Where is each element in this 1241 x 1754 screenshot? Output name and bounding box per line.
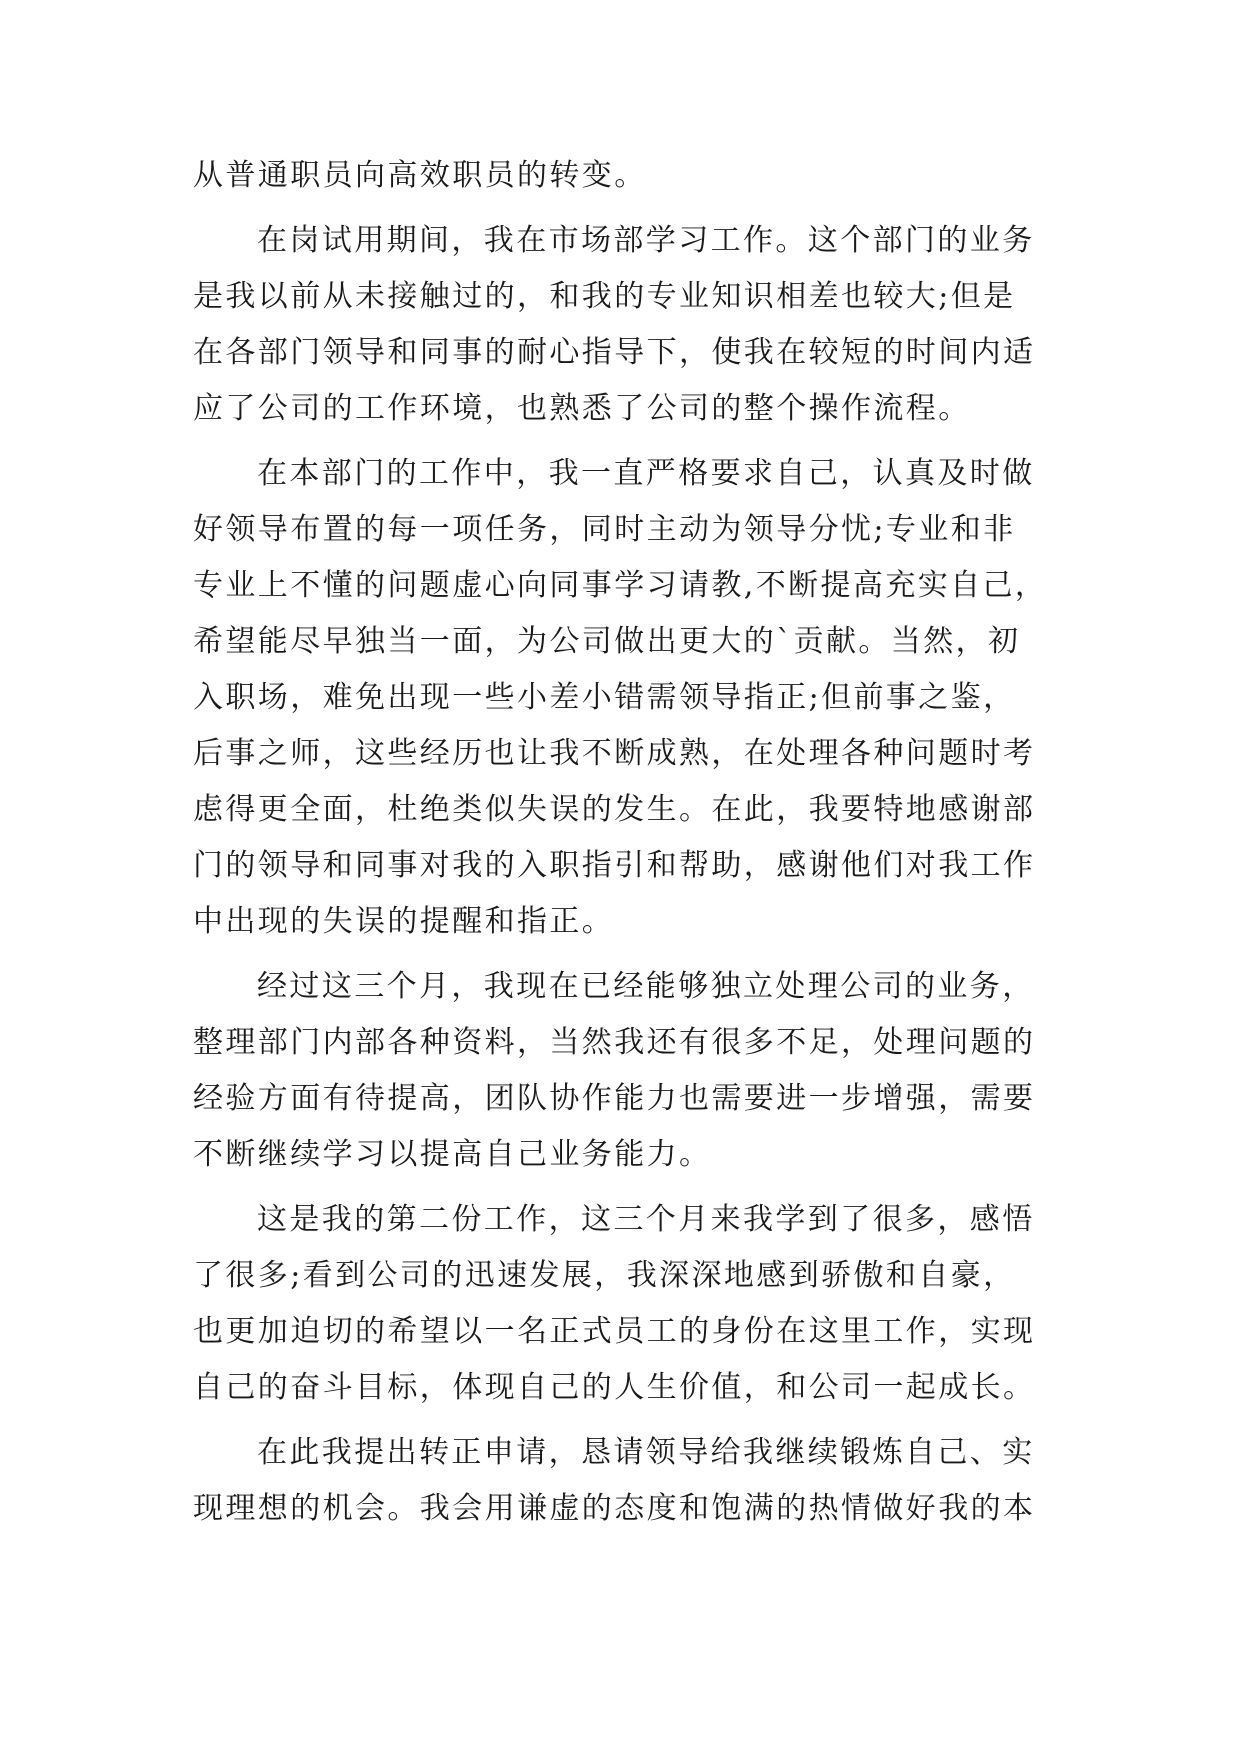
paragraph-3-line-8: 门的领导和同事对我的入职指引和帮助，感谢他们对我工作	[193, 848, 1036, 883]
paragraph-1-line-1: 从普通职员向高效职员的转变。	[193, 158, 647, 193]
paragraph-5-line-3: 也更加迫切的希望以一名正式员工的身份在这里工作，实现	[193, 1314, 1036, 1349]
paragraph-4-line-1: 经过这三个月，我现在已经能够独立处理公司的业务，	[257, 969, 1035, 1004]
paragraph-3-line-3: 专业上不懂的问题虚心向同事学习请教,不断提高充实自己，	[193, 568, 1048, 603]
paragraph-3-line-1: 在本部门的工作中，我一直严格要求自己，认真及时做	[257, 456, 1035, 491]
paragraph-2-line-3: 在各部门领导和同事的耐心指导下，使我在较短的时间内适	[193, 335, 1036, 370]
paragraph-6-line-1: 在此我提出转正申请，恳请领导给我继续锻炼自己、实	[257, 1435, 1035, 1470]
paragraph-5-line-1: 这是我的第二份工作，这三个月来我学到了很多，感悟	[257, 1202, 1035, 1237]
paragraph-3-line-2: 好领导布置的每一项任务，同时主动为领导分忧;专业和非	[193, 512, 1016, 547]
paragraph-3-line-4: 希望能尽早独当一面，为公司做出更大的`贡献。当然，初	[193, 624, 1021, 659]
paragraph-5-line-4: 自己的奋斗目标，体现自己的人生价值，和公司一起成长。	[193, 1370, 1036, 1405]
paragraph-2-line-4: 应了公司的工作环境，也熟悉了公司的整个操作流程。	[193, 391, 971, 426]
paragraph-4-line-3: 经验方面有待提高，团队协作能力也需要进一步增强，需要	[193, 1081, 1036, 1116]
paragraph-6-line-2: 现理想的机会。我会用谦虚的态度和饱满的热情做好我的本	[193, 1491, 1036, 1526]
paragraph-3-line-5: 入职场，难免出现一些小差小错需领导指正;但前事之鉴，	[193, 680, 1016, 715]
paragraph-5-line-2: 了很多;看到公司的迅速发展，我深深地感到骄傲和自豪，	[193, 1258, 1016, 1293]
paragraph-3-line-9: 中出现的失误的提醒和指正。	[193, 904, 615, 939]
paragraph-4-line-4: 不断继续学习以提高自己业务能力。	[193, 1137, 712, 1172]
paragraph-3-line-7: 虑得更全面，杜绝类似失误的发生。在此，我要特地感谢部	[193, 792, 1036, 827]
paragraph-4-line-2: 整理部门内部各种资料，当然我还有很多不足，处理问题的	[193, 1025, 1036, 1060]
paragraph-3-line-6: 后事之师，这些经历也让我不断成熟，在处理各种问题时考	[193, 736, 1036, 771]
paragraph-2-line-2: 是我以前从未接触过的，和我的专业知识相差也较大;但是	[193, 279, 1016, 314]
paragraph-2-line-1: 在岗试用期间，我在市场部学习工作。这个部门的业务	[257, 223, 1035, 258]
